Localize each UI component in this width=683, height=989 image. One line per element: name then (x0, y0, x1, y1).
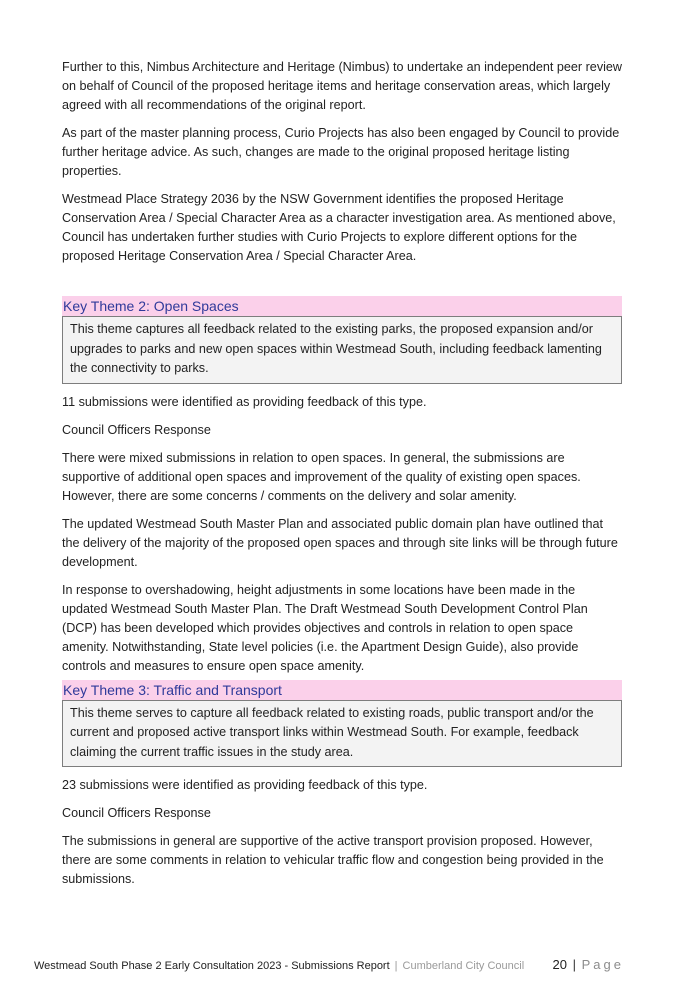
theme2-response-paragraph: The updated Westmead South Master Plan and associated public domain plan have outlined that the delivery of the majority of the proposed open spaces and through site links will be through future development. (62, 516, 618, 569)
theme3-response-label: Council Officers Response (62, 806, 211, 820)
theme3-submissions-count: 23 submissions were identified as providing feedback of this type. (62, 778, 428, 792)
footer-page-indicator (553, 957, 624, 972)
theme3-heading: Key Theme 3: Traffic and Transport (62, 680, 622, 700)
page-footer (34, 957, 624, 972)
theme2-response-paragraph: In response to overshadowing, height adjustments in some locations have been made in the updated Westmead South Master Plan. The Draft Westmead South Development Control Plan (DCP) has been developed which provides objectives and controls in relation to open space amenity. Notwithstanding, State level policies (i.e. the Apartment Design Guide), also provide controls and measures to ensure open space amenity. (62, 582, 588, 673)
theme3-section (62, 680, 622, 890)
theme3-description-box: This theme serves to capture all feedback related to existing roads, public transport and/or the current and proposed active transport links within Westmead South. For example, feedback claiming the current traffic issues in the study area. (62, 700, 622, 768)
footer-council-name: Cumberland City Council (402, 960, 525, 972)
page-pipe: | (572, 957, 576, 972)
theme2-description-box: This theme captures all feedback related to the existing parks, the proposed expansion and/or upgrades to parks and new open spaces within Westmead South, including feedback lamenting the connectivity to parks. (62, 316, 622, 384)
footer-report-title: Westmead South Phase 2 Early Consultation 2023 - Submissions Report (34, 960, 390, 972)
page-label: Page (581, 957, 624, 972)
theme2-response-label: Council Officers Response (62, 422, 211, 437)
theme2-section (62, 296, 622, 676)
theme2-heading: Key Theme 2: Open Spaces (62, 296, 622, 316)
footer-separator: | (394, 960, 398, 972)
intro-paragraph: Westmead Place Strategy 2036 by the NSW Government identifies the proposed Heritage Conservation Area / Special Character Area as a character investigation area. As mentioned above, Council has undertaken further studies with Curio Projects to explore different options for the proposed Heritage Conservation Area / Special Character Area. (62, 192, 616, 263)
page-number: 20 (552, 957, 567, 972)
intro-paragraph: Further to this, Nimbus Architecture and Heritage (Nimbus) to undertake an independent peer review on behalf of Council of the proposed heritage items and heritage conservation areas, which largely agreed with all recommendations of the original report. (62, 60, 623, 112)
theme3-response-paragraph: The submissions in general are supportive of the active transport provision proposed. However, there are some comments in relation to vehicular traffic flow and congestion being provided in the submissions. (62, 834, 604, 886)
intro-paragraph: As part of the master planning process, Curio Projects has also been engaged by Council to provide further heritage advice. As such, changes are made to the original proposed heritage listing properties. (62, 126, 620, 178)
theme2-response-paragraph: There were mixed submissions in relation to open spaces. In general, the submissions are supportive of additional open spaces and improvement of the quality of existing open spaces. However, there are some concerns / comments on the delivery and solar amenity. (62, 450, 581, 503)
document-page (62, 58, 622, 898)
theme2-submissions-count: 11 submissions were identified as providing feedback of this type. (62, 394, 427, 409)
